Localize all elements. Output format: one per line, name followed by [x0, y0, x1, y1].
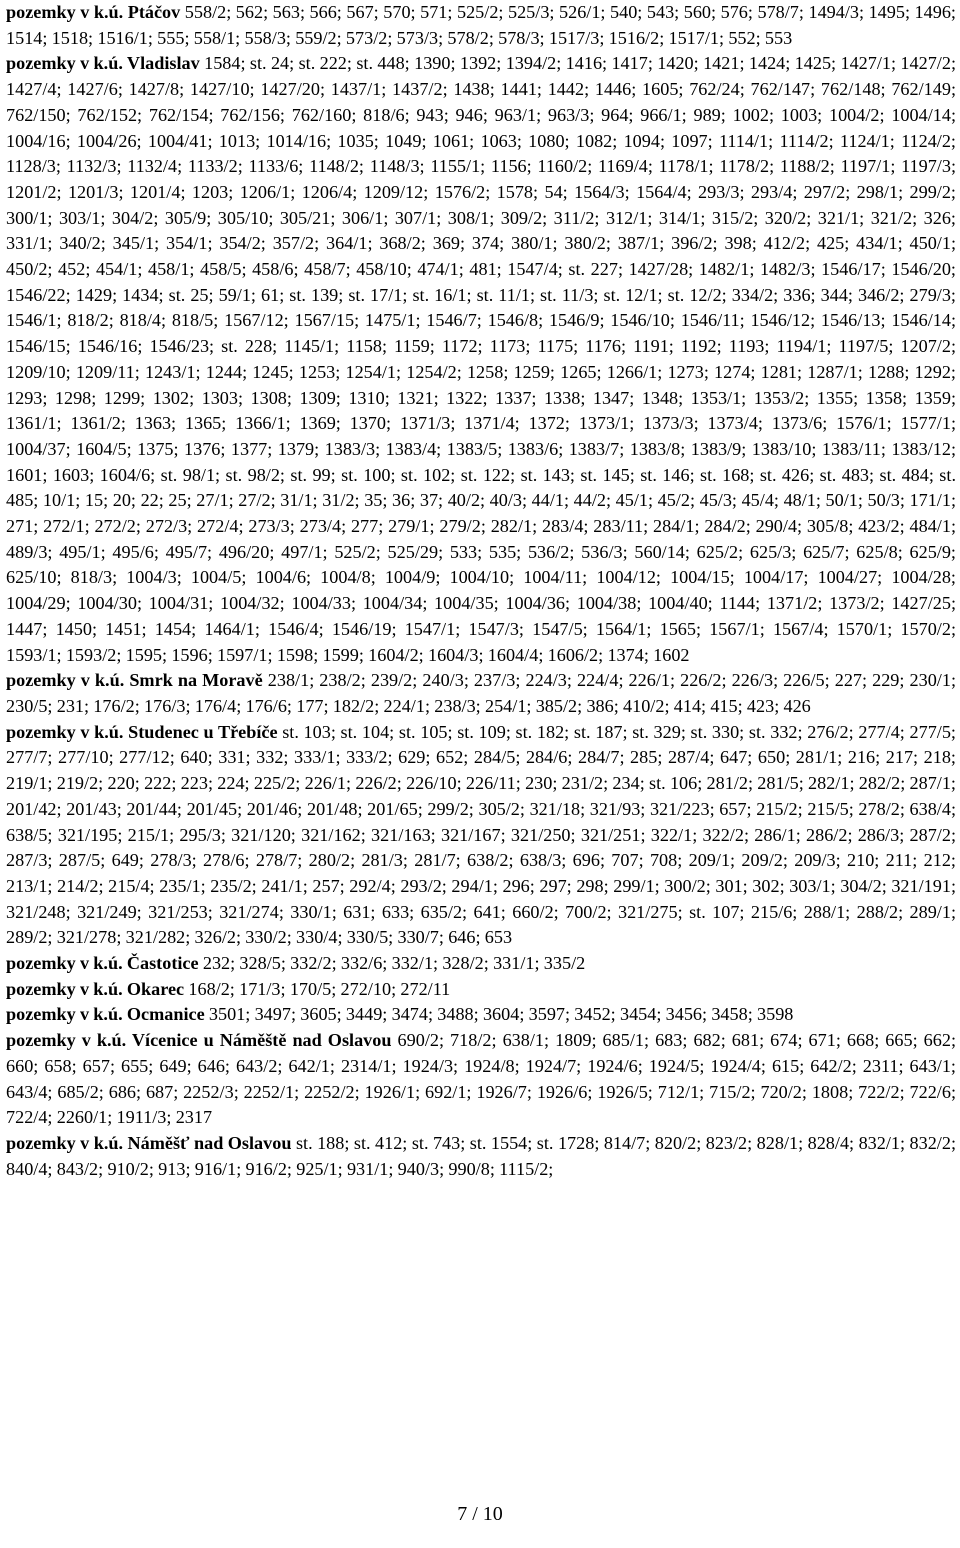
entry-parcels: 3501; 3497; 3605; 3449; 3474; 3488; 3604; 3597; 3452; 3454; 3456; 3458; 3598	[208, 1004, 794, 1025]
entry-parcels: 558/2; 562; 563; 566; 567; 570; 571; 525/2; 525/3; 526/1; 540; 543; 560; 576; 578/7; 1494/3; 1495; 1496; 1514; 1518; 1516/1; 555; 558/1; 558/3; 559/2; 573/2; 573/3; 578/2; 578/3; 1517/3; 1516/2; 1517/1; 552; 553	[6, 2, 956, 48]
page-number: 7 / 10	[457, 1503, 503, 1525]
entry-parcels: 690/2; 718/2; 638/1; 1809; 685/1; 683; 682; 681; 674; 671; 668; 665; 662; 660; 658; 657; 655; 649; 646; 643/2; 642/1; 2314/1; 1924/3; 1924/8; 1924/7; 1924/6; 1924/5; 1924/4; 615; 642/2; 2311; 643/1; 643/4; 685/2; 686; 687; 2252/3; 2252/1; 2252/2; 1926/1; 692/1; 1926/7; 1926/6; 1926/5; 712/1; 715/2; 720/2; 1808; 722/2; 722/6; 722/4; 2260/1; 1911/3; 2317	[6, 1030, 956, 1128]
entry-parcels: 232; 328/5; 332/2; 332/6; 332/1; 328/2; 331/1; 335/2	[202, 953, 586, 974]
entry-ocmanice	[6, 1002, 956, 1028]
entry-castotice	[6, 951, 956, 977]
entry-label: pozemky v k.ú. Vícenice u Náměště nad Oslavou	[6, 1030, 392, 1051]
entry-label: pozemky v k.ú. Častotice	[6, 953, 199, 974]
entry-parcels: 168/2; 171/3; 170/5; 272/10; 272/11	[188, 978, 451, 999]
entry-parcels: st. 103; st. 104; st. 105; st. 109; st. 182; st. 187; st. 329; st. 330; st. 332; 276/2; 277/4; 277/5; 277/7; 277/10; 277/12; 640; 331; 332; 333/1; 333/2; 629; 652; 284/5; 284/6; 284/7; 285; 287/4; 647; 650; 281/1; 216; 217; 218; 219/1; 219/2; 220; 222; 223; 224; 225/2; 226/1; 226/2; 226/10; 226/11; 230; 231/2; 234; st. 106; 281/2; 281/5; 282/1; 282/2; 287/1; 201/42; 201/43; 201/44; 201/45; 201/46; 201/48; 201/65; 299/2; 305/2; 321/18; 321/93; 321/223; 657; 215/2; 215/5; 278/2; 638/4; 638/5; 321/195; 215/1; 295/3; 321/120; 321/162; 321/163; 321/167; 321/250; 321/251; 322/1; 322/2; 286/1; 286/2; 286/3; 287/2; 287/3; 287/5; 649; 278/3; 278/6; 278/7; 280/2; 281/3; 281/7; 638/2; 638/3; 696; 707; 708; 209/1; 209/2; 209/3; 210; 211; 212; 213/1; 214/2; 215/4; 235/1; 235/2; 241/1; 257; 292/4; 293/2; 294/1; 296; 297; 298; 299/1; 300/2; 301; 302; 303/1; 304/2; 321/191; 321/248; 321/249; 321/253; 321/274; 330/1; 631; 633; 635/2; 641; 660/2; 700/2; 321/275; st. 107; 215/6; 288/1; 288/2; 289/1; 289/2; 321/278; 321/282; 326/2; 330/2; 330/4; 330/5; 330/7; 646; 653	[6, 721, 956, 948]
entry-label: pozemky v k.ú. Ptáčov	[6, 2, 181, 22]
entry-parcels: 1584; st. 24; st. 222; st. 448; 1390; 1392; 1394/2; 1416; 1417; 1420; 1421; 1424; 1425; 1427/1; 1427/2; 1427/4; 1427/6; 1427/8; 1427/10; 1427/20; 1437/1; 1437/2; 1438; 1441; 1442; 1446; 1605; 762/24; 762/147; 762/148; 762/149; 762/150; 762/152; 762/154; 762/156; 762/160; 818/6; 943; 946; 963/1; 963/3; 964; 966/1; 989; 1002; 1003; 1004/2; 1004/14; 1004/16; 1004/26; 1004/41; 1013; 1014/16; 1035; 1049; 1061; 1063; 1080; 1082; 1094; 1097; 1114/1; 1114/2; 1124/1; 1124/2; 1128/3; 1132/3; 1132/4; 1133/2; 1133/6; 1148/2; 1148/3; 1155/1; 1156; 1160/2; 1169/4; 1178/1; 1178/2; 1188/2; 1197/1; 1197/3; 1201/2; 1201/3; 1201/4; 1203; 1206/1; 1206/4; 1209/12; 1576/2; 1578; 54; 1564/3; 1564/4; 293/3; 293/4; 297/2; 298/1; 299/2; 300/1; 303/1; 304/2; 305/9; 305/10; 305/21; 306/1; 307/1; 308/1; 309/2; 311/2; 312/1; 314/1; 315/2; 320/2; 321/1; 321/2; 326; 331/1; 340/2; 345/1; 354/1; 354/2; 357/2; 364/1; 368/2; 369; 374; 380/1; 380/2; 387/1; 396/2; 398; 412/2; 425; 434/1; 450/1; 450/2; 452; 454/1; 458/1; 458/5; 458/6; 458/7; 458/10; 474/1; 481; 1547/4; st. 227; 1427/28; 1482/1; 1482/3; 1546/17; 1546/20; 1546/22; 1429; 1434; st. 25; 59/1; 61; st. 139; st. 17/1; st. 16/1; st. 11/1; st. 11/3; st. 12/1; st. 12/2; 334/2; 336; 344; 346/2; 279/3; 1546/1; 818/2; 818/4; 818/5; 1567/12; 1567/15; 1475/1; 1546/7; 1546/8; 1546/9; 1546/10; 1546/11; 1546/12; 1546/13; 1546/14; 1546/15; 1546/16; 1546/23; st. 228; 1145/1; 1158; 1159; 1172; 1173; 1175; 1176; 1191; 1192; 1193; 1194/1; 1197/5; 1207/2; 1209/10; 1209/11; 1243/1; 1244; 1245; 1253; 1254/1; 1254/2; 1258; 1259; 1265; 1266/1; 1273; 1274; 1281; 1287/1; 1288; 1292; 1293; 1298; 1299; 1302; 1303; 1308; 1309; 1310; 1321; 1322; 1337; 1338; 1347; 1348; 1353/1; 1353/2; 1355; 1358; 1359; 1361/1; 1361/2; 1363; 1365; 1366/1; 1369; 1370; 1371/3; 1371/4; 1372; 1373/1; 1373/3; 1373/4; 1373/6; 1576/1; 1577/1; 1004/37; 1604/5; 1375; 1376; 1377; 1379; 1383/3; 1383/4; 1383/5; 1383/6; 1383/7; 1383/8; 1383/9; 1383/10; 1383/11; 1383/12; 1601; 1603; 1604/6; st. 98/1; st. 98/2; st. 99; st. 100; st. 102; st. 122; st. 143; st. 145; st. 146; st. 168; st. 426; st. 483; st. 484; st. 485; 10/1; 15; 20; 22; 25; 27/1; 27/2; 31/1; 31/2; 35; 36; 37; 40/2; 40/3; 44/1; 44/2; 45/1; 45/2; 45/3; 45/4; 48/1; 50/1; 50/3; 171/1; 271; 272/1; 272/2; 272/3; 272/4; 273/3; 273/4; 277; 279/1; 279/2; 282/1; 283/4; 283/11; 284/1; 284/2; 290/4; 305/8; 423/2; 484/1; 489/3; 495/1; 495/6; 495/7; 496/20; 497/1; 525/2; 525/29; 533; 535; 536/2; 536/3; 560/14; 625/2; 625/3; 625/7; 625/8; 625/9; 625/10; 818/3; 1004/3; 1004/5; 1004/6; 1004/8; 1004/9; 1004/10; 1004/11; 1004/12; 1004/15; 1004/17; 1004/27; 1004/28; 1004/29; 1004/30; 1004/31; 1004/32; 1004/33; 1004/34; 1004/35; 1004/36; 1004/38; 1004/40; 1144; 1371/2; 1373/2; 1427/25; 1447; 1450; 1451; 1454; 1464/1; 1546/4; 1546/19; 1547/1; 1547/3; 1547/5; 1564/1; 1565; 1567/1; 1567/4; 1570/1; 1570/2; 1593/1; 1593/2; 1595; 1596; 1597/1; 1598; 1599; 1604/2; 1604/3; 1604/4; 1606/2; 1374; 1602	[6, 53, 957, 665]
entry-ptacov	[6, 0, 956, 51]
entry-studenec-u-trebice	[6, 720, 956, 951]
entry-namest-nad-oslavou	[6, 1131, 956, 1182]
entry-label: pozemky v k.ú. Smrk na Moravě	[6, 670, 263, 691]
entry-parcels: st. 188; st. 412; st. 743; st. 1554; st. 1728; 814/7; 820/2; 823/2; 828/1; 828/4; 832/1; 832/2; 840/4; 843/2; 910/2; 913; 916/1; 916/2; 925/1; 931/1; 940/3; 990/8; 1115/2;	[6, 1132, 956, 1179]
entry-parcels: 238/1; 238/2; 239/2; 240/3; 237/3; 224/3; 224/4; 226/1; 226/2; 226/3; 226/5; 227; 229; 230/1; 230/5; 231; 176/2; 176/3; 176/4; 176/6; 177; 182/2; 224/1; 238/3; 254/1; 385/2; 386; 410/2; 414; 415; 423; 426	[6, 670, 957, 716]
entry-vladislav	[6, 51, 956, 668]
entry-label: pozemky v k.ú. Náměšť nad Oslavou	[6, 1132, 292, 1153]
entry-okarec	[6, 977, 956, 1003]
entry-label: pozemky v k.ú. Studenec u Třebíče	[6, 721, 278, 742]
entry-label: pozemky v k.ú. Ocmanice	[6, 1004, 205, 1025]
entry-smrk-na-morave	[6, 668, 956, 719]
document-body	[6, 0, 956, 1182]
entry-vicenice	[6, 1028, 956, 1131]
entry-label: pozemky v k.ú. Okarec	[6, 978, 185, 999]
entry-label: pozemky v k.ú. Vladislav	[6, 53, 200, 74]
